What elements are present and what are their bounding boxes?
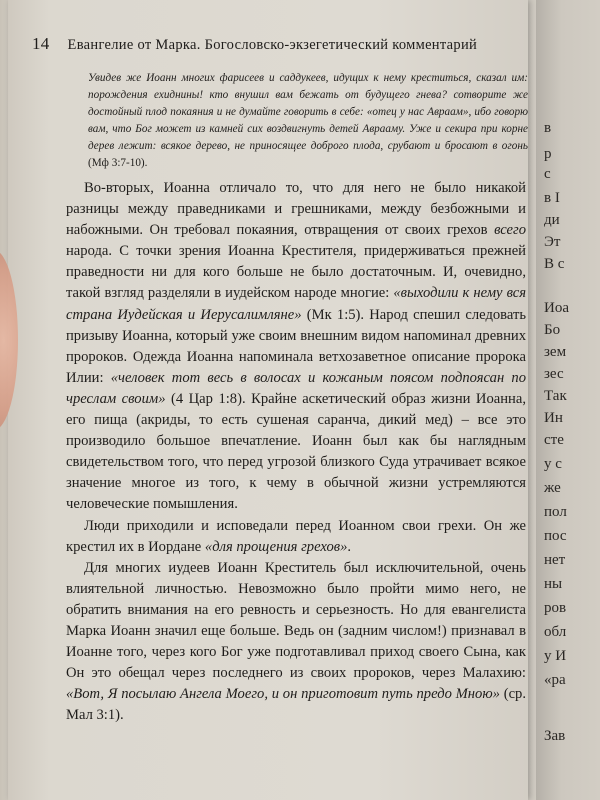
facing-page-fragment: зем — [544, 344, 567, 360]
running-header — [32, 34, 532, 54]
body-text — [66, 178, 526, 726]
scripture-quote: «Вот, Я посылаю Ангела Моего, и он приготовит путь предо Мною» — [66, 686, 500, 703]
text-run: Люди приходили и исповедали перед Иоанном свои грехи. Он же крестил их в Иордане — [66, 517, 526, 555]
book-page — [8, 0, 528, 800]
facing-page-fragment: у с — [544, 456, 562, 472]
facing-page-fragment: Бо — [544, 322, 561, 338]
facing-page-fragment: же — [544, 480, 561, 496]
emphasis: всего — [494, 222, 526, 239]
facing-page-fragment: в І — [544, 190, 560, 206]
facing-page-fragment: с — [544, 166, 551, 182]
facing-page-fragment: зес — [544, 366, 564, 382]
running-title: Евангелие от Марка. Богословско-экзегетический комментарий — [67, 37, 478, 53]
facing-page-fragment: Эт — [544, 234, 561, 250]
facing-page-fragment: Ин — [544, 410, 563, 426]
scripture-quote: «выходили к нему вся страна Иудейская и Иерусалимляне» — [66, 285, 526, 323]
facing-page-fragment: ны — [544, 576, 563, 592]
facing-page-fragment: в — [544, 120, 552, 136]
paragraph — [66, 516, 526, 558]
facing-page-fragment: Зав — [544, 728, 566, 744]
facing-page-fragment: пол — [544, 504, 567, 520]
facing-page-fragment: ров — [544, 600, 567, 616]
scripture-quote: «для прощения грехов» — [204, 538, 348, 555]
text-run: народа. С точки зрения Иоанна Крестителя, придерживаться прежней праведности ни для кого больше не было достаточным. И, очевидно, такой взгляд разделяли в иудейском народе многие: — [66, 243, 526, 302]
facing-page-fragment: сте — [544, 432, 564, 448]
facing-page-fragment: у И — [544, 648, 567, 664]
facing-page-fragment: Так — [544, 388, 567, 404]
page-number: 14 — [32, 34, 50, 53]
facing-page-fragment: р — [544, 146, 552, 162]
text-run: (4 Цар 1:8). Крайне аскетический образ жизни Иоанна, его пища (акриды, то есть сушеная саранча, дикий мед) – все это производило большое впечатление. Иоанн был как бы наглядным свидетельством того, что перед угрозой близкого Суда утрачивает всякое значение многое из того, к чему в обычной жизни устремляются человеческие помышления. — [66, 390, 526, 513]
facing-page-fragment: обл — [544, 624, 567, 640]
facing-page-fragment: ди — [544, 212, 560, 228]
facing-page-fragment: Иоа — [544, 300, 569, 316]
text-run: (Мк 1:5). Народ спешил следовать призыву Иоанна, который уже своим внешним видом напоминал древних пророков. Одежда Иоанна напоминала ветхозаветное описание пророка Илии: — [66, 306, 526, 386]
text-run: Во-вторых, Иоанна отличало то, что для него не было никакой разницы между праведниками и грешниками, между безбожными и набожными. Он требовал покаяния, отвращения от своих грехов — [66, 180, 526, 239]
scripture-quote: «человек тот весь в волосах и кожаным поясом подпоясан по чреслам своим» — [66, 369, 527, 407]
facing-page-fragment: пос — [544, 528, 567, 544]
text-run: Для многих иудеев Иоанн Креститель был исключительной, очень влиятельной личностью. Невозможно было пройти мимо него, не обратить внимания на его ревность и серьезность. Но для евангелиста Марка Иоанн значил еще больше. Ведь он (задним числом!) признавал в Иоанне того, через кого Бог уже подготавливал приход своего Сына, как Он это обещал через последнего из своих пророков, через Малахию: — [66, 559, 526, 682]
text-run: . — [347, 538, 352, 555]
epigraph-quote — [88, 70, 528, 172]
paragraph — [66, 558, 526, 727]
epigraph-text: Увидев же Иоанн многих фарисеев и саддукеев, идущих к нему креститься, сказал им: порождения ехиднины! кто внушил вам бежать от будущего гнева? сотворите же достойный плод покаяния и не думайте говорить в себе: «отец у нас Авраам», ибо говорю вам, что Бог может из камней сих воздвигнуть детей Аврааму. Уже и секира при корне дерев лежит: всякое дерево, не приносящее доброго плода, срубают и бросают в огонь — [88, 72, 528, 152]
facing-page-fragment: «ра — [544, 672, 566, 688]
paragraph — [66, 178, 526, 516]
facing-page-fragment: В с — [544, 256, 565, 272]
facing-page — [536, 0, 600, 800]
facing-page-fragment: нет — [544, 552, 566, 568]
epigraph-reference: (Мф 3:7-10). — [88, 157, 148, 169]
text-run: (ср. Мал 3:1). — [66, 686, 526, 724]
